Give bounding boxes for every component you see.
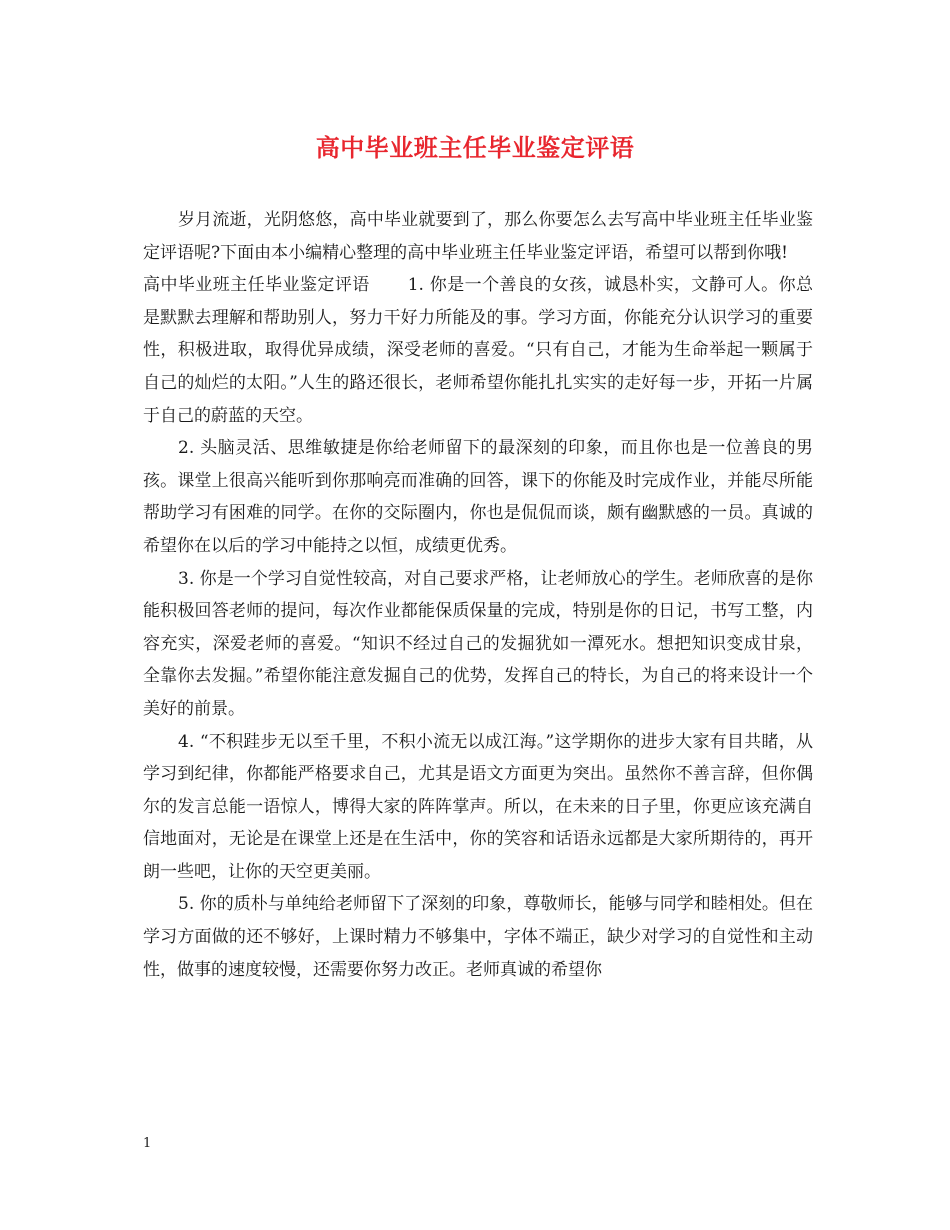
document-body: [143, 204, 813, 986]
section-heading-line: [143, 269, 813, 432]
comment-paragraph-3: 3. 你是一个学习自觉性较高，对自己要求严格，让老师放心的学生。老师欣喜的是你能积极回答老师的提问，每次作业都能保质保量的完成，特别是你的日记，书写工整，内容充实，深爱老师的喜爱。“知识不经过自己的发掘犹如一潭死水。想把知识变成甘泉，全靠你去发掘。”希望你能注意发掘自己的优势，发挥自己的特长，为自己的将来设计一个美好的前景。: [143, 568, 813, 719]
comment-paragraph-2: 2. 头脑灵活、思维敏捷是你给老师留下的最深刻的印象，而且你也是一位善良的男孩。课堂上很高兴能听到你那响亮而准确的回答，课下的你能及时完成作业，并能尽所能帮助学习有困难的同学。在你的交际圈内，你也是侃侃而谈，颇有幽默感的一员。真诚的希望你在以后的学习中能持之以恒，成绩更优秀。: [143, 438, 813, 556]
page-number: 1: [143, 1136, 152, 1151]
comment-paragraph-1: 1. 你是一个善良的女孩，诚恳朴实，文静可人。你总是默默去理解和帮助别人，努力干好力所能及的事。学习方面，你能充分认识学习的重要性，积极进取，取得优异成绩，深受老师的喜爱。“只有自己，才能为生命举起一颗属于自己的灿烂的太阳。”人生的路还很长，老师希望你能扎扎实实的走好每一步，开拓一片属于自己的蔚蓝的天空。: [143, 275, 814, 426]
intro-paragraph: 岁月流逝，光阴悠悠，高中毕业就要到了，那么你要怎么去写高中毕业班主任毕业鉴定评语呢?下面由本小编精心整理的高中毕业班主任毕业鉴定评语，希望可以帮到你哦!: [143, 210, 813, 263]
comment-paragraph-5: 5. 你的质朴与单纯给老师留下了深刻的印象，尊敬师长，能够与同学和睦相处。但在学习方面做的还不够好，上课时精力不够集中，字体不端正，缺少对学习的自觉性和主动性，做事的速度较慢，还需要你努力改正。老师真诚的希望你: [143, 894, 813, 980]
document-title: 高中毕业班主任毕业鉴定评语: [315, 133, 635, 162]
section-heading: 高中毕业班主任毕业鉴定评语: [143, 275, 370, 296]
comment-paragraph-4: 4. “不积跬步无以至千里，不积小流无以成江海。”这学期你的进步大家有目共睹，从学习到纪律，你都能严格要求自己，尤其是语文方面更为突出。虽然你不善言辞，但你偶尔的发言总能一语惊人，博得大家的阵阵掌声。所以，在未来的日子里，你更应该充满自信地面对，无论是在课堂上还是在生活中，你的笑容和话语永远都是大家所期待的，再开朗一些吧，让你的天空更美丽。: [143, 731, 813, 882]
